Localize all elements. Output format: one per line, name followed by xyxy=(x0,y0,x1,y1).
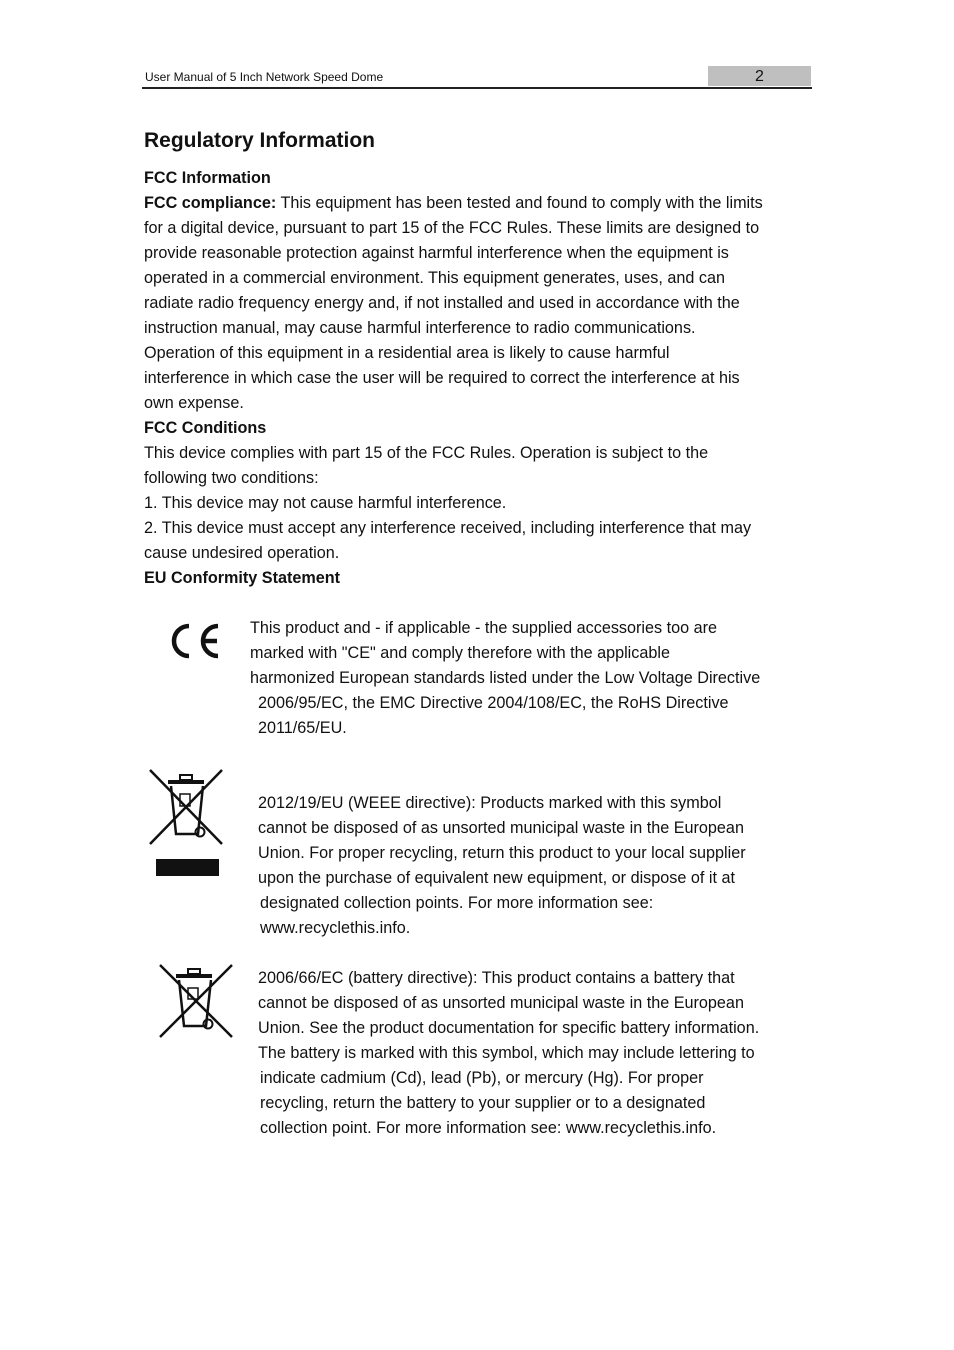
ce-line-5: 2011/65/EU. xyxy=(258,719,347,737)
page-title: Regulatory Information xyxy=(144,129,376,152)
ce-line-2: marked with "CE" and comply therefore with the applicable xyxy=(250,644,670,662)
fcc-compliance-line-1 xyxy=(144,191,763,215)
weee-line-6: www.recyclethis.info. xyxy=(260,919,411,937)
battery-line-5: indicate cadmium (Cd), lead (Pb), or mercury (Hg). For proper xyxy=(260,1069,704,1087)
fcc-compliance-line-4: operated in a commercial environment. This equipment generates, uses, and can xyxy=(144,269,725,287)
fcc-conditions-line-2: following two conditions: xyxy=(144,469,319,487)
fcc-heading: FCC Information xyxy=(144,169,271,187)
weee-line-5: designated collection points. For more information see: xyxy=(260,894,654,912)
fcc-compliance-label: FCC compliance: xyxy=(144,194,277,212)
fcc-conditions-line-1: This device complies with part 15 of the FCC Rules. Operation is subject to the xyxy=(144,444,709,462)
weee-line-2: cannot be disposed of as unsorted municipal waste in the European xyxy=(258,819,744,837)
battery-line-3: Union. See the product documentation for specific battery information. xyxy=(258,1019,760,1037)
fcc-compliance-line-2: for a digital device, pursuant to part 15 of the FCC Rules. These limits are designed to xyxy=(144,219,760,237)
fcc-conditions-line-3: 1. This device may not cause harmful interference. xyxy=(144,494,507,512)
battery-crossed-bin-icon xyxy=(156,962,236,1040)
fcc-compliance-line-5: radiate radio frequency energy and, if not installed and used in accordance with the xyxy=(144,294,740,312)
battery-line-7: collection point. For more information see: www.recyclethis.info. xyxy=(260,1119,717,1137)
weee-crossed-bin-icon xyxy=(146,766,228,878)
ce-line-3: harmonized European standards listed under the Low Voltage Directive xyxy=(250,669,761,687)
running-header: User Manual of 5 Inch Network Speed Dome xyxy=(145,70,384,84)
header-rule xyxy=(142,87,812,89)
fcc-compliance-line-3: provide reasonable protection against harmful interference when the equipment is xyxy=(144,244,729,262)
weee-line-1: 2012/19/EU (WEEE directive): Products marked with this symbol xyxy=(258,794,722,812)
weee-line-3: Union. For proper recycling, return this product to your local supplier xyxy=(258,844,746,862)
fcc-conditions-line-5: cause undesired operation. xyxy=(144,544,340,562)
battery-line-6: recycling, return the battery to your supplier or to a designated xyxy=(260,1094,706,1112)
battery-line-2: cannot be disposed of as unsorted municipal waste in the European xyxy=(258,994,744,1012)
fcc-compliance-text: This equipment has been tested and found to comply with the limits xyxy=(276,194,763,212)
ce-line-4: 2006/95/EC, the EMC Directive 2004/108/EC, the RoHS Directive xyxy=(258,694,729,712)
fcc-conditions-line-4: 2. This device must accept any interference received, including interference that may xyxy=(144,519,752,537)
weee-line-4: upon the purchase of equivalent new equipment, or dispose of it at xyxy=(258,869,735,887)
fcc-compliance-line-6: instruction manual, may cause harmful interference to radio communications. xyxy=(144,319,696,337)
ce-line-1: This product and - if applicable - the supplied accessories too are xyxy=(250,619,717,637)
page-number: 2 xyxy=(708,66,811,86)
fcc-compliance-line-8: interference in which case the user will be required to correct the interference at his xyxy=(144,369,740,387)
fcc-compliance-line-9: own expense. xyxy=(144,394,244,412)
battery-line-1: 2006/66/EC (battery directive): This product contains a battery that xyxy=(258,969,735,987)
fcc-compliance-line-7: Operation of this equipment in a residential area is likely to cause harmful xyxy=(144,344,670,362)
eu-heading: EU Conformity Statement xyxy=(144,569,341,587)
ce-mark-icon xyxy=(164,620,224,662)
battery-line-4: The battery is marked with this symbol, which may include lettering to xyxy=(258,1044,755,1062)
fcc-conditions-heading: FCC Conditions xyxy=(144,419,267,437)
